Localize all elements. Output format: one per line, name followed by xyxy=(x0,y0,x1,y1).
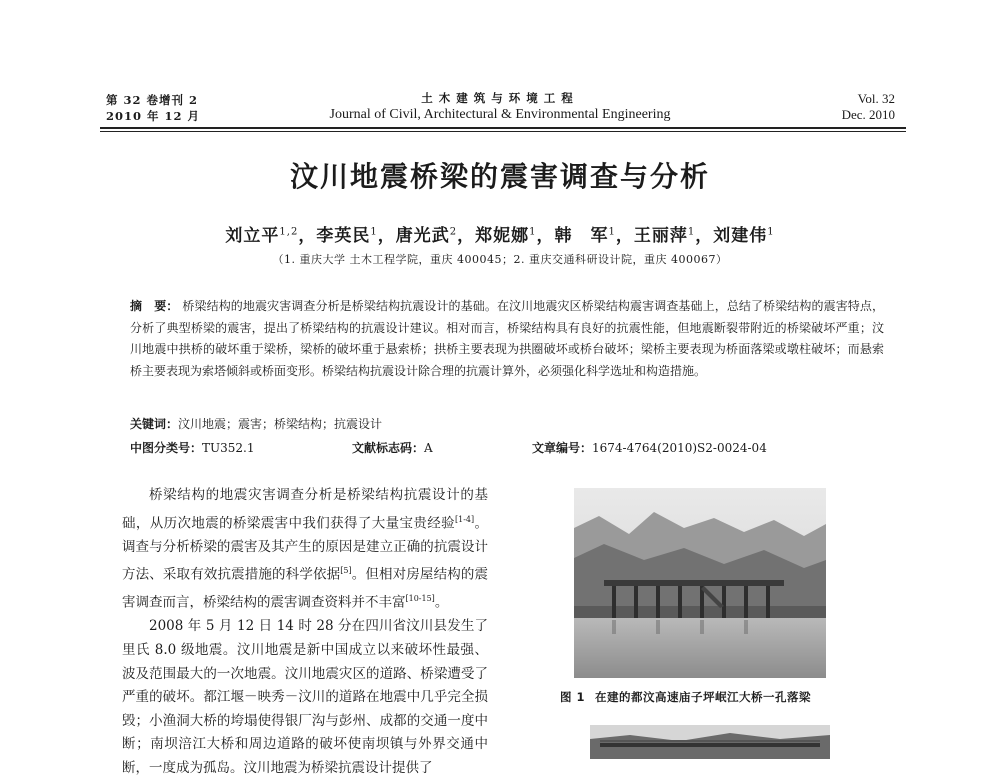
bridge-pier xyxy=(612,586,616,618)
author-affiliation-mark: 1 xyxy=(687,226,696,238)
body-text-run: 桥梁结构的地震灾害调查分析是桥梁结构抗震设计的基础，从历次地震的桥梁震害中我们获得了大量宝贵经验 xyxy=(122,487,488,532)
author-name: 李英民 xyxy=(316,226,371,246)
author-name: 唐光武 xyxy=(395,226,450,246)
document-code-label: 文献标志码： xyxy=(352,441,425,455)
author-affiliation-mark: 1 xyxy=(767,226,775,238)
pier-reflection xyxy=(700,620,704,634)
bridge-pier xyxy=(744,586,748,618)
author-affiliation-mark: 1,2 xyxy=(279,226,299,238)
bridge-pier xyxy=(766,586,770,618)
author-affiliation-mark: 1 xyxy=(370,226,378,238)
header-rule-thin xyxy=(100,131,906,132)
body-text-run: 。但相对房屋结构的震害调查而言，桥梁结构的震害调查资料并不丰富 xyxy=(122,566,488,611)
author-name: 王丽萍 xyxy=(633,226,688,246)
bridge-pier xyxy=(656,586,660,618)
bridge-pier xyxy=(678,586,682,618)
clc-number xyxy=(130,438,255,458)
citation: [5] xyxy=(340,566,352,576)
pier-reflection xyxy=(744,620,748,634)
bridge-deck xyxy=(600,743,820,747)
clc-value: TU352.1 xyxy=(202,441,255,455)
keywords-text: 汶川地震；震害；桥梁结构；抗震设计 xyxy=(178,417,383,431)
citation: [10-15] xyxy=(405,594,435,604)
figure-1-caption-text: 在建的都汶高速庙子坪岷江大桥一孔落梁 xyxy=(595,690,812,704)
header-date-en: Dec. 2010 xyxy=(841,107,895,122)
keywords-label: 关键词： xyxy=(130,417,179,431)
header-date-cn: 2010 年 12 月 xyxy=(106,109,201,123)
clc-label: 中图分类号： xyxy=(130,441,203,455)
bridge-pier xyxy=(634,586,638,618)
bridge-deck xyxy=(604,580,784,586)
figure-2-photo xyxy=(590,725,830,759)
header-rule-thick xyxy=(100,127,906,129)
bridge-pier xyxy=(722,586,726,618)
journal-name-cn: 土木建筑与环境工程 xyxy=(421,91,579,105)
abstract-text: 桥梁结构的地震灾害调查分析是桥梁结构抗震设计的基础。在汶川地震灾区桥梁结构震害调查基础上，总结了桥梁结构的震害特点，分析了典型桥梁的震害，提出了桥梁结构的抗震设计建议。相对而言，桥梁结构具有良好的抗震性能，但地震断裂带附近的桥梁破坏严重；汶川地震中拱桥的破坏重于梁桥，梁桥的破坏重于悬索桥；拱桥主要表现为拱圈破坏或桥台破坏；梁桥主要表现为桥面落梁或墩柱破坏；而悬索桥主要表现为索塔倾斜或桥面变形。桥梁结构抗震设计除合理的抗震计算外，必须强化科学选址和构造措施。 xyxy=(130,299,884,378)
author-affiliation-mark: 1 xyxy=(608,226,616,238)
citation: [1-4] xyxy=(455,514,475,524)
author-list: 刘立平$^{1,2}$，李英民$^1$，唐光武$^2$，郑妮娜$^1$，韩 军$^1$，王丽萍$^1$，刘建伟$^1$ xyxy=(225,226,775,246)
header-volume-issue xyxy=(106,92,200,124)
article-number-value: 1674-4764(2010)S2-0024-04 xyxy=(592,441,767,455)
figure-1-caption xyxy=(560,689,860,705)
keywords xyxy=(130,414,884,434)
document-code-value: A xyxy=(424,441,433,455)
author-name: 郑妮娜 xyxy=(475,226,530,246)
paper-title: 汶川地震桥梁的震害调查与分析 xyxy=(289,160,710,193)
body-paragraph-1 xyxy=(122,484,488,615)
author-affiliation-mark: 1 xyxy=(529,226,537,238)
header-volume-en xyxy=(842,91,895,123)
abstract xyxy=(130,296,884,382)
journal-name-en: Journal of Civil, Architectural & Environmental Engineering xyxy=(329,107,671,122)
pier-reflection xyxy=(656,620,660,634)
document-code xyxy=(352,438,433,458)
author-affiliation-mark: 2 xyxy=(449,226,458,238)
header-volume-cn: 第 32 卷增刊 2 xyxy=(106,93,199,107)
article-number xyxy=(532,438,767,458)
author-name: 韩 军 xyxy=(554,226,609,246)
abstract-label: 摘 要： xyxy=(130,299,179,313)
header-vol-en: Vol. 32 xyxy=(857,91,895,106)
body-paragraph-2: 2008 年 5 月 12 日 14 时 28 分在四川省汶川县发生了里氏 8.0 级地震。汶川地震是新中国成立以来破坏性最强、波及范围最大的一次地震。汶川地震灾区的道路、桥梁遭受了严重的破坏。都江堰－映秀－汶川的道路在地震中几乎完全损毁；小渔洞大桥的垮塌使得银厂沟与彭州、成都的交通一度中断；南坝涪江大桥和周边道路的破坏使南坝镇与外界交通中断，一度成为孤岛。汶川地震为桥梁抗震设计提供了 xyxy=(122,618,488,777)
body-text-run: 。调查与分析桥梁的震害及其产生的原因是建立正确的抗震设计方法、采取有效抗震措施的科学依据 xyxy=(122,515,488,583)
author-name: 刘立平 xyxy=(225,226,280,246)
figure-1-number: 图 1 xyxy=(560,690,586,704)
bridge-railing xyxy=(600,740,820,742)
header-journal xyxy=(300,90,700,124)
article-number-label: 文章编号： xyxy=(532,441,593,455)
body-text-run: 。 xyxy=(434,594,449,611)
author-name: 刘建伟 xyxy=(713,226,768,246)
pier-reflection xyxy=(612,620,616,634)
figure-1-photo xyxy=(574,488,826,678)
body-text xyxy=(122,484,488,781)
affiliations: （1. 重庆大学 土木工程学院，重庆 400045；2. 重庆交通科研设计院，重庆 400067） xyxy=(272,253,728,266)
